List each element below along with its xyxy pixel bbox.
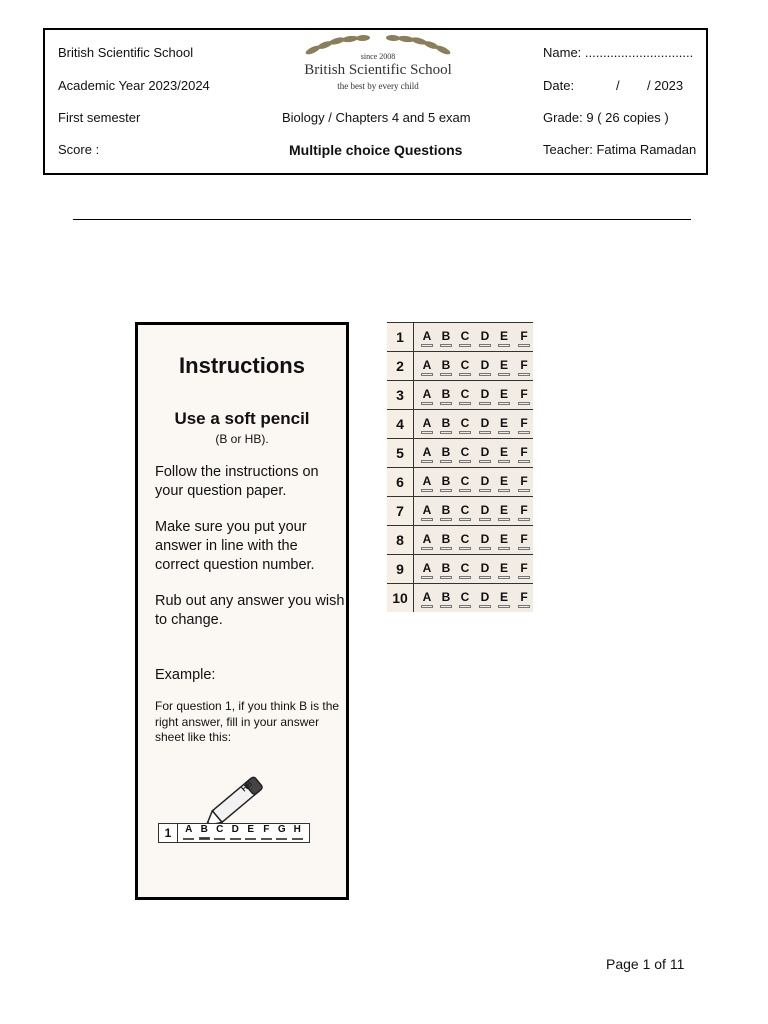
answer-bubble[interactable]	[479, 460, 491, 463]
answer-bubble[interactable]	[440, 373, 452, 376]
answer-bubble[interactable]	[518, 518, 530, 521]
example-option-letter: F	[263, 824, 270, 835]
answer-bubble[interactable]	[459, 489, 471, 492]
answer-bubble[interactable]	[421, 576, 433, 579]
answer-option[interactable]	[457, 445, 473, 464]
answer-option-letter: B	[441, 474, 451, 488]
answer-option-letter: E	[499, 329, 508, 343]
answer-option-letter: A	[422, 416, 432, 430]
question-number: 1	[387, 323, 414, 351]
answer-option[interactable]	[438, 561, 454, 580]
answer-option[interactable]	[496, 561, 512, 580]
answer-bubble[interactable]	[479, 576, 491, 579]
answer-option-letter: F	[520, 329, 528, 343]
answer-bubble[interactable]	[518, 605, 530, 608]
question-number: 2	[387, 352, 414, 380]
answer-bubble[interactable]	[440, 605, 452, 608]
answer-bubble[interactable]	[459, 605, 471, 608]
exam-type: Multiple choice Questions	[289, 142, 463, 158]
exam-subject: Biology / Chapters 4 and 5 exam	[282, 110, 471, 125]
answer-option-letter: A	[422, 561, 432, 575]
answer-option-letter: B	[441, 532, 451, 546]
answer-option[interactable]	[477, 532, 493, 551]
answer-option-letter: E	[499, 561, 508, 575]
answer-option[interactable]	[457, 329, 473, 348]
answer-option[interactable]	[477, 358, 493, 377]
date-label: Date:	[543, 78, 575, 93]
answer-bubble[interactable]	[479, 402, 491, 405]
answer-option[interactable]	[516, 445, 532, 464]
example-text: For question 1, if you think B is the right answer, fill in your answer sheet like this:	[155, 699, 340, 744]
answer-bubble[interactable]	[421, 402, 433, 405]
answer-bubble[interactable]	[479, 605, 491, 608]
answer-bubble[interactable]	[498, 373, 510, 376]
answer-bubble[interactable]	[440, 431, 452, 434]
instruction-paragraph: Follow the instructions on your question paper.	[155, 464, 319, 499]
name-field: Name: ..............................	[543, 45, 694, 60]
instruction-paragraph: Make sure you put your answer in line with the correct question number.	[155, 519, 315, 573]
answer-option[interactable]	[438, 532, 454, 551]
answer-bubble	[245, 838, 256, 840]
question-number: 7	[387, 497, 414, 525]
teacher: Teacher: Fatima Ramadan	[543, 142, 697, 157]
grade: Grade: 9 ( 26 copies )	[543, 110, 669, 125]
answer-option[interactable]	[477, 503, 493, 522]
answer-option[interactable]	[457, 416, 473, 435]
example-option	[259, 824, 275, 842]
answer-option-letter: D	[480, 503, 490, 517]
answer-bubble[interactable]	[459, 431, 471, 434]
answer-bubble[interactable]	[421, 460, 433, 463]
answer-bubble[interactable]	[518, 373, 530, 376]
answer-bubble[interactable]	[498, 489, 510, 492]
answer-option-letter: C	[460, 561, 470, 575]
answer-option-letter: D	[480, 561, 490, 575]
question-number: 4	[387, 410, 414, 438]
answer-option[interactable]	[419, 387, 435, 406]
answer-bubble[interactable]	[479, 431, 491, 434]
instructions-title: Instructions	[179, 353, 305, 378]
answer-option-letter: E	[499, 445, 508, 459]
answer-option-letter: D	[480, 329, 490, 343]
answer-bubble[interactable]	[498, 576, 510, 579]
answer-bubble[interactable]	[459, 402, 471, 405]
answer-row	[387, 322, 533, 351]
answer-option-letter: B	[441, 329, 451, 343]
answer-option-letter: E	[499, 416, 508, 430]
answer-bubble[interactable]	[459, 344, 471, 347]
logo-school-name: British Scientific School	[304, 62, 452, 78]
answer-bubble[interactable]	[459, 460, 471, 463]
answer-option[interactable]	[496, 445, 512, 464]
example-option	[212, 824, 228, 842]
answer-option-letter: F	[520, 503, 528, 517]
answer-bubble[interactable]	[459, 373, 471, 376]
answer-option[interactable]	[496, 416, 512, 435]
question-number: 5	[387, 439, 414, 467]
answer-option-letter: D	[480, 532, 490, 546]
answer-option-letter: D	[480, 358, 490, 372]
answer-option-letter: C	[460, 445, 470, 459]
answer-option-letter: E	[499, 503, 508, 517]
answer-option-letter: D	[480, 445, 490, 459]
answer-bubble[interactable]	[498, 431, 510, 434]
answer-option[interactable]	[516, 358, 532, 377]
answer-bubble[interactable]	[479, 344, 491, 347]
pencil-heading: Use a soft pencil	[174, 409, 310, 428]
school-name: British Scientific School	[58, 45, 194, 60]
answer-option-letter: A	[422, 329, 432, 343]
answer-option[interactable]	[516, 387, 532, 406]
example-option-letter: G	[277, 824, 286, 835]
answer-bubble	[276, 838, 287, 840]
answer-bubble[interactable]	[498, 518, 510, 521]
answer-bubble[interactable]	[518, 489, 530, 492]
answer-option[interactable]	[419, 445, 435, 464]
answer-option[interactable]	[419, 590, 435, 609]
exam-header	[43, 28, 708, 175]
answer-bubble	[230, 838, 241, 840]
answer-option[interactable]	[419, 561, 435, 580]
answer-option[interactable]	[477, 387, 493, 406]
answer-option[interactable]	[477, 590, 493, 609]
answer-option-letter: E	[499, 358, 508, 372]
answer-option[interactable]	[516, 329, 532, 348]
answer-option[interactable]	[516, 416, 532, 435]
answer-bubble[interactable]	[498, 402, 510, 405]
answer-option-letter: F	[520, 358, 528, 372]
answer-option-letter: C	[460, 358, 470, 372]
example-answer-row	[158, 823, 310, 843]
answer-option-letter: F	[520, 474, 528, 488]
answer-row	[387, 583, 533, 612]
answer-row	[387, 525, 533, 554]
answer-option-letter: C	[460, 329, 470, 343]
answer-option[interactable]	[438, 329, 454, 348]
answer-option-letter: A	[422, 590, 432, 604]
answer-bubble[interactable]	[479, 547, 491, 550]
answer-option-letter: F	[520, 416, 528, 430]
answer-option[interactable]	[419, 532, 435, 551]
answer-option-letter: E	[499, 590, 508, 604]
page-number: Page 1 of 11	[606, 956, 685, 972]
example-option-letter: A	[185, 824, 193, 835]
answer-option-letter: A	[422, 474, 432, 488]
answer-row	[387, 351, 533, 380]
instruction-paragraph: Rub out any answer you wish to change.	[155, 593, 345, 628]
answer-option[interactable]	[516, 590, 532, 609]
answer-bubble[interactable]	[518, 402, 530, 405]
answer-option[interactable]	[496, 329, 512, 348]
answer-bubble[interactable]	[518, 431, 530, 434]
answer-bubble[interactable]	[421, 518, 433, 521]
answer-bubble[interactable]	[440, 576, 452, 579]
answer-option[interactable]	[438, 590, 454, 609]
answer-option[interactable]	[419, 503, 435, 522]
answer-option-letter: B	[441, 416, 451, 430]
example-option-letter: E	[247, 824, 255, 835]
answer-option[interactable]	[477, 416, 493, 435]
answer-bubble[interactable]	[421, 373, 433, 376]
answer-option-letter: B	[441, 358, 451, 372]
answer-bubble[interactable]	[518, 547, 530, 550]
question-number: 8	[387, 526, 414, 554]
date-year: / 2023	[647, 78, 684, 93]
answer-option[interactable]	[457, 358, 473, 377]
answer-bubble[interactable]	[440, 402, 452, 405]
answer-row	[387, 554, 533, 583]
answer-row	[387, 467, 533, 496]
score-label: Score :	[58, 142, 100, 157]
example-option-letter: C	[216, 824, 224, 835]
answer-option[interactable]	[457, 474, 473, 493]
answer-option[interactable]	[496, 532, 512, 551]
date-separator: /	[616, 78, 620, 93]
answer-option-letter: C	[460, 590, 470, 604]
example-option	[228, 824, 244, 842]
pencil-note: (B or HB).	[215, 432, 269, 446]
answer-option-letter: A	[422, 387, 432, 401]
example-option-letter: B	[200, 824, 208, 835]
example-option-letter: H	[293, 824, 301, 835]
answer-option-letter: A	[422, 358, 432, 372]
logo-motto: the best by every child	[337, 81, 419, 91]
answer-option[interactable]	[438, 387, 454, 406]
answer-option[interactable]	[438, 416, 454, 435]
answer-option-letter: F	[520, 590, 528, 604]
answer-bubble[interactable]	[440, 460, 452, 463]
question-number: 6	[387, 468, 414, 496]
answer-option[interactable]	[477, 561, 493, 580]
answer-option[interactable]	[457, 532, 473, 551]
answer-option-letter: B	[441, 387, 451, 401]
answer-bubble[interactable]	[498, 547, 510, 550]
answer-option[interactable]	[516, 474, 532, 493]
answer-option[interactable]	[457, 387, 473, 406]
answer-bubble[interactable]	[440, 547, 452, 550]
answer-bubble[interactable]	[440, 489, 452, 492]
answer-option-letter: D	[480, 590, 490, 604]
answer-option-letter: C	[460, 503, 470, 517]
answer-bubble[interactable]	[459, 576, 471, 579]
example-letters	[178, 824, 305, 842]
answer-bubble	[261, 838, 272, 840]
answer-row	[387, 496, 533, 525]
answer-option-letter: D	[480, 416, 490, 430]
answer-option-letter: F	[520, 445, 528, 459]
answer-option[interactable]	[419, 416, 435, 435]
answer-option-letter: E	[499, 474, 508, 488]
answer-bubble[interactable]	[421, 605, 433, 608]
example-option	[197, 824, 213, 842]
example-option	[243, 824, 259, 842]
answer-option-letter: F	[520, 387, 528, 401]
answer-bubble[interactable]	[421, 547, 433, 550]
answer-option-letter: B	[441, 590, 451, 604]
example-label: Example:	[155, 667, 216, 683]
answer-option[interactable]	[496, 503, 512, 522]
answer-option-letter: C	[460, 474, 470, 488]
answer-bubble[interactable]	[421, 431, 433, 434]
answer-option-letter: A	[422, 445, 432, 459]
answer-bubble	[199, 837, 210, 840]
answer-option[interactable]	[477, 329, 493, 348]
academic-year: Academic Year 2023/2024	[58, 78, 210, 93]
answer-option-letter: B	[441, 445, 451, 459]
answer-option[interactable]	[419, 358, 435, 377]
answer-bubble[interactable]	[479, 373, 491, 376]
answer-bubble[interactable]	[421, 489, 433, 492]
answer-bubble[interactable]	[518, 344, 530, 347]
answer-option[interactable]	[477, 445, 493, 464]
answer-option[interactable]	[457, 503, 473, 522]
answer-option-letter: C	[460, 416, 470, 430]
answer-bubble[interactable]	[479, 489, 491, 492]
question-number: 9	[387, 555, 414, 583]
example-option	[290, 824, 306, 842]
answer-row	[387, 438, 533, 467]
example-option	[274, 824, 290, 842]
answer-option-letter: D	[480, 387, 490, 401]
divider-line	[73, 219, 691, 220]
answer-bubble	[183, 838, 194, 840]
example-question-number: 1	[159, 824, 178, 842]
answer-bubble[interactable]	[440, 344, 452, 347]
answer-bubble	[214, 838, 225, 840]
answer-bubble[interactable]	[459, 547, 471, 550]
answer-option[interactable]	[419, 474, 435, 493]
answer-option[interactable]	[419, 329, 435, 348]
answer-bubble	[292, 838, 303, 840]
example-option-letter: D	[231, 824, 239, 835]
answer-option[interactable]	[438, 474, 454, 493]
answer-bubble[interactable]	[518, 460, 530, 463]
answer-row	[387, 380, 533, 409]
answer-option-letter: E	[499, 387, 508, 401]
answer-bubble[interactable]	[518, 576, 530, 579]
pencil-label: HB	[239, 779, 255, 794]
answer-option-letter: E	[499, 532, 508, 546]
answer-option[interactable]	[438, 503, 454, 522]
instructions-box	[135, 322, 349, 900]
semester: First semester	[58, 110, 141, 125]
answer-bubble[interactable]	[498, 344, 510, 347]
answer-row	[387, 409, 533, 438]
answer-bubble[interactable]	[421, 344, 433, 347]
answer-option-letter: B	[441, 561, 451, 575]
answer-option[interactable]	[516, 503, 532, 522]
answer-option[interactable]	[516, 561, 532, 580]
logo-since: since 2008	[360, 52, 396, 61]
answer-option[interactable]	[516, 532, 532, 551]
example-option	[181, 824, 197, 842]
answer-option[interactable]	[457, 590, 473, 609]
answer-option-letter: A	[422, 503, 432, 517]
answer-option-letter: F	[520, 532, 528, 546]
answer-option-letter: D	[480, 474, 490, 488]
answer-bubble[interactable]	[440, 518, 452, 521]
question-number: 10	[387, 584, 414, 612]
answer-option[interactable]	[477, 474, 493, 493]
answer-option-letter: F	[520, 561, 528, 575]
answer-option-letter: A	[422, 532, 432, 546]
answer-option-letter: C	[460, 532, 470, 546]
answer-bubble[interactable]	[498, 460, 510, 463]
answer-option[interactable]	[438, 358, 454, 377]
answer-option-letter: C	[460, 387, 470, 401]
answer-option[interactable]	[496, 590, 512, 609]
answer-option[interactable]	[457, 561, 473, 580]
answer-option[interactable]	[496, 387, 512, 406]
answer-bubble[interactable]	[459, 518, 471, 521]
answer-option[interactable]	[496, 474, 512, 493]
answer-option[interactable]	[438, 445, 454, 464]
school-logo	[271, 32, 485, 94]
answer-bubble[interactable]	[498, 605, 510, 608]
answer-option-letter: B	[441, 503, 451, 517]
question-number: 3	[387, 381, 414, 409]
answer-option[interactable]	[496, 358, 512, 377]
answer-bubble[interactable]	[479, 518, 491, 521]
